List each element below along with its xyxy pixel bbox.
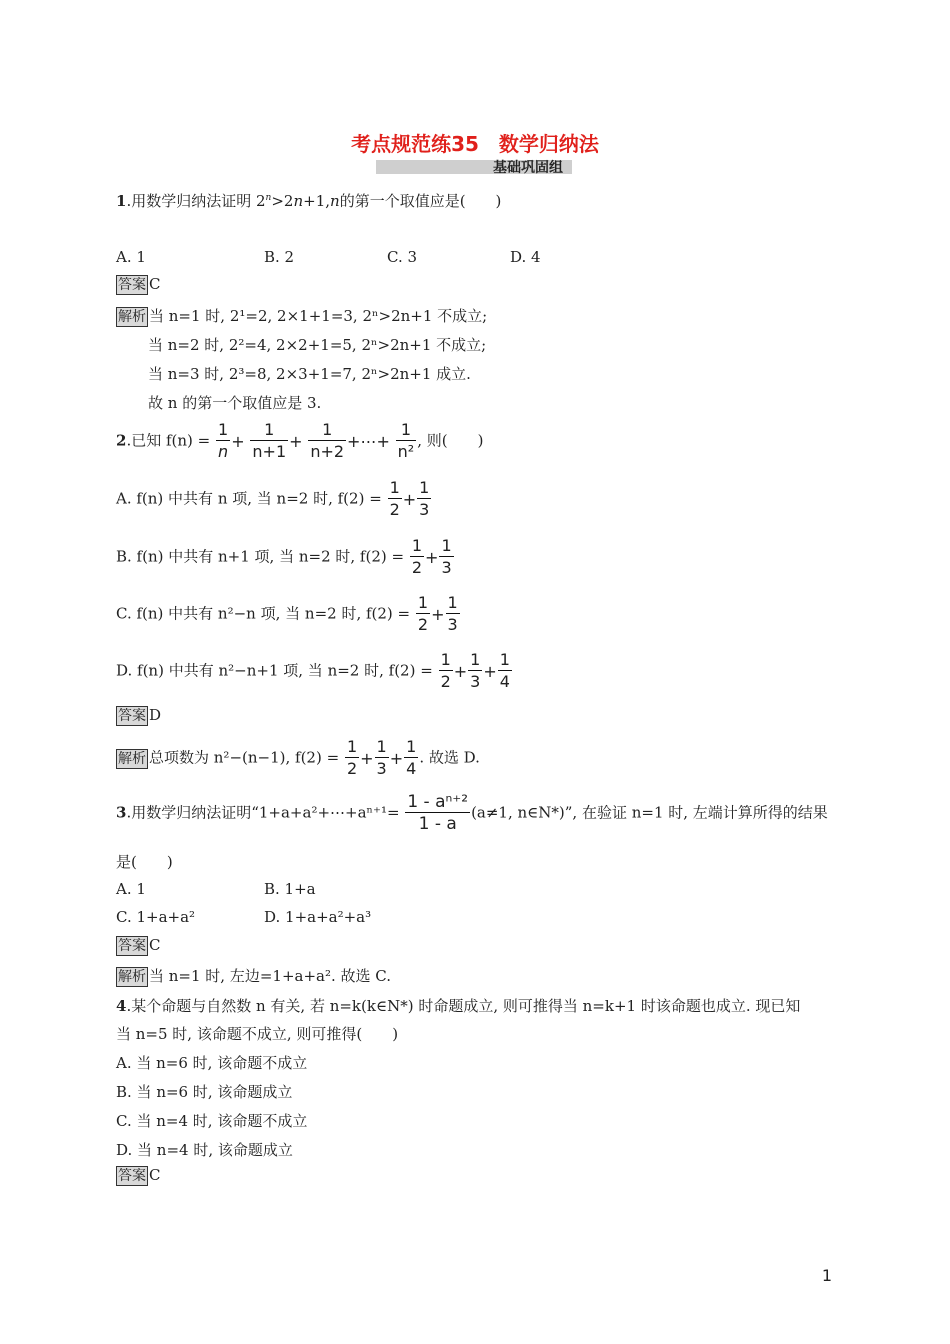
q2-answer: 答案 D [118,706,162,724]
analysis-tag: 解析 [118,750,146,767]
q3-stem-cont: 是( ) [116,853,173,871]
q3-option-c: C. 1+a+a² [116,908,196,926]
q2-stem: 2.已知 f(n) = $\frac{1}{n}$ + $\frac{1}{n+1}$ + $\frac{1}{n+2}$ +⋯+ $\frac{1}{\text{n²}}$ , 则( ) [116,420,484,461]
q4-stem-cont: 当 n=5 时, 该命题不成立, 则可推得( ) [116,1025,399,1043]
q1-answer: 答案 C [118,275,161,293]
q1-solution-line4: 故 n 的第一个取值应是 3. [148,394,322,412]
q1-solution-line2: 当 n=2 时, 2²=4, 2×2+1=5, 2ⁿ>2n+1 不成立; [148,336,487,354]
analysis-tag: 解析 [118,969,146,985]
q1-option-c: C. 3 [387,248,418,266]
q4-option-a: A. 当 n=6 时, 该命题不成立 [116,1054,308,1072]
q4-answer: 答案 C [118,1166,161,1184]
q3-option-d: D. 1+a+a²+a³ [264,908,372,926]
q3-option-b: B. 1+a [264,880,316,898]
q2-option-c: C. f(n) 中共有 n²−n 项, 当 n=2 时, f(2) = $\frac{1}{2}$ + $\frac{1}{3}$ [116,593,458,634]
q1-solution-line1: 解析 当 n=1 时, 2¹=2, 2×1+1=3, 2ⁿ>2n+1 不成立; [118,307,488,325]
q4-option-c: C. 当 n=4 时, 该命题不成立 [116,1112,308,1130]
q2-option-b: B. f(n) 中共有 n+1 项, 当 n=2 时, f(2) = $\frac{1}{2}$ + $\frac{1}{3}$ [116,536,452,577]
q4-stem: 4.某个命题与自然数 n 有关, 若 n=k(k∈N*) 时命题成立, 则可推得当 n=k+1 时该命题也成立. 现已知 [116,997,801,1015]
answer-tag: 答案 [118,277,146,293]
q2-option-a: A. f(n) 中共有 n 项, 当 n=2 时, f(2) = $\frac{1}{2}$ + $\frac{1}{3}$ [116,478,430,519]
answer-tag: 答案 [118,938,146,954]
q4-option-d: D. 当 n=4 时, 该命题成立 [116,1141,293,1159]
page-title: 考点规范练35 数学归纳法 [351,132,599,156]
q3-option-a: A. 1 [116,880,146,898]
q3-stem: 3.用数学归纳法证明“1+a+a²+⋯+aⁿ⁺¹= $\frac{\text{1 - aⁿ⁺²}}{1 - a}$ (a≠1, n∈N*)”, 在验证 n=1 时, 左端计算所得的结果 [116,792,828,834]
q2-solution: 解析 总项数为 n²−(n−1), f(2) = $\frac{1}{2}$ + $\frac{1}{3}$ + $\frac{1}{4}$ . 故选 D. [118,737,480,778]
q1-option-d: D. 4 [510,248,541,266]
answer-tag: 答案 [118,1168,146,1184]
q1-option-b: B. 2 [264,248,295,266]
page-number: 1 [821,1266,832,1285]
q3-answer: 答案 C [118,936,161,954]
q1-solution-line3: 当 n=3 时, 2³=8, 2×3+1=7, 2ⁿ>2n+1 成立. [148,365,471,383]
section-subtitle: 基础巩固组 [493,160,563,176]
answer-tag: 答案 [118,708,146,724]
q4-option-b: B. 当 n=6 时, 该命题成立 [116,1083,293,1101]
q1-stem: 1.用数学归纳法证明 $2^n>2n+1,n$的第一个取值应是( ) [116,192,502,210]
q3-solution: 解析 当 n=1 时, 左边=1+a+a². 故选 C. [118,967,392,985]
analysis-tag: 解析 [118,309,146,325]
q2-option-d: D. f(n) 中共有 n²−n+1 项, 当 n=2 时, f(2) = $\frac{1}{2}$ + $\frac{1}{3}$ + $\frac{1}{4}$ [116,650,510,691]
q1-option-a: A. 1 [116,248,146,266]
